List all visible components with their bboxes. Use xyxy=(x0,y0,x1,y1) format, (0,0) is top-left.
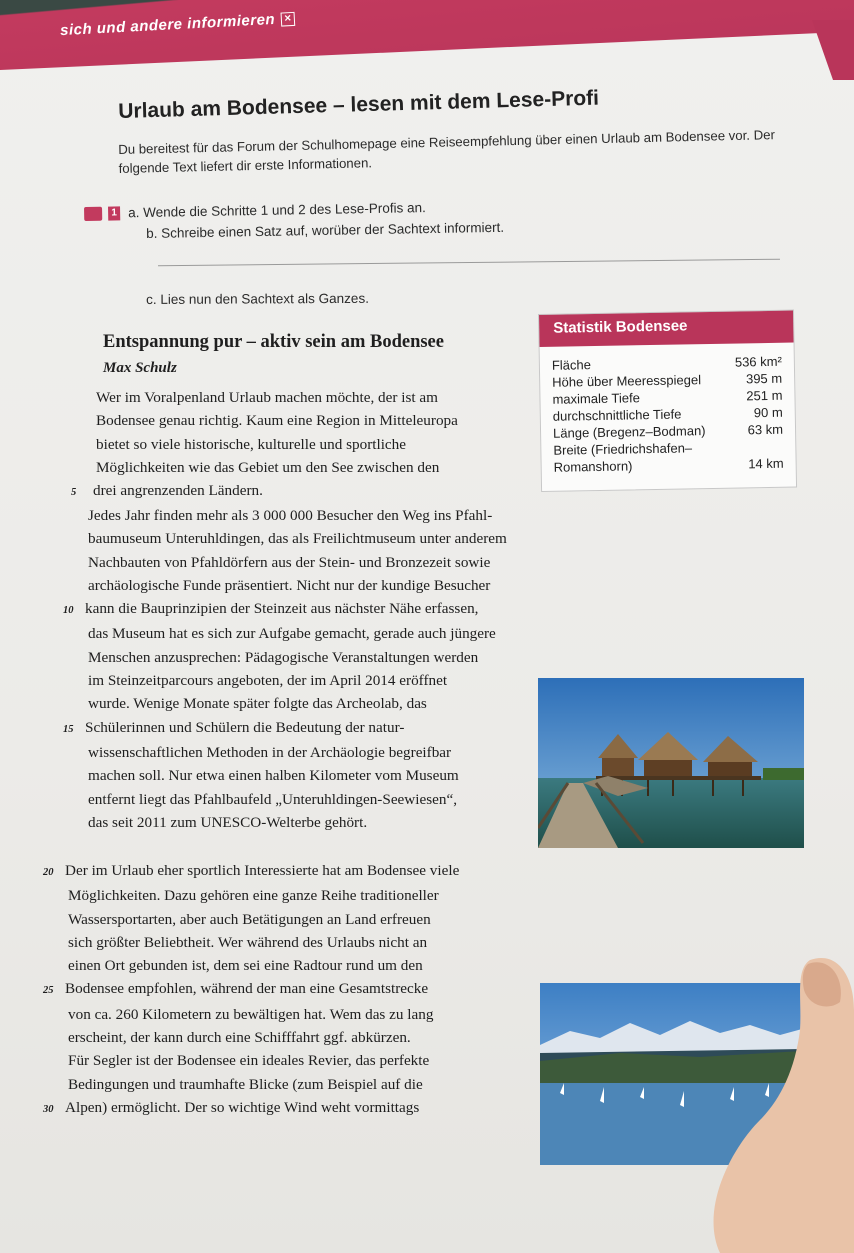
article-line xyxy=(96,386,458,409)
task-number: 1 xyxy=(108,207,120,221)
line-text: Möglichkeiten. Dazu gehören eine ganze Reihe traditioneller xyxy=(68,887,439,905)
line-text: archäologische Funde präsentiert. Nicht nur der kundige Besucher xyxy=(88,576,491,594)
article-line xyxy=(43,859,460,884)
hand-thumb xyxy=(700,950,854,1253)
line-text: machen soll. Nur etwa einen halben Kilometer vom Museum xyxy=(88,767,459,785)
article-line xyxy=(68,931,459,954)
article-line xyxy=(88,788,507,811)
article-line xyxy=(68,1003,459,1026)
page-title: Urlaub am Bodensee – lesen mit dem Lese-Profi xyxy=(118,86,600,123)
stat-label: maximale Tiefe xyxy=(552,390,641,407)
article-title: Entspannung pur – aktiv sein am Bodensee xyxy=(103,332,444,352)
stat-value: 14 km xyxy=(748,455,784,472)
paragraph-2 xyxy=(63,504,507,834)
line-number: 15 xyxy=(63,723,74,735)
article-line xyxy=(88,764,507,787)
article-line xyxy=(43,1096,459,1121)
task-a-text: a. Wende die Schritte 1 und 2 des Lese-Profis an. xyxy=(127,200,426,221)
article-line xyxy=(88,574,507,597)
line-text: von ca. 260 Kilometern zu bewältigen hat. Wem das zu lang xyxy=(68,1005,434,1023)
line-text: Schülerinnen und Schülern die Bedeutung der natur- xyxy=(85,718,405,736)
line-text: bietet so viele historische, kulturelle und sportliche xyxy=(96,435,407,453)
article-line xyxy=(88,622,507,645)
line-text: erscheint, der kann durch eine Schifffahrt ggf. abkürzen. xyxy=(68,1029,411,1047)
statistics-box xyxy=(538,310,797,492)
line-number: 25 xyxy=(43,985,54,997)
line-text: Nachbauten von Pfahldörfern aus der Stein- und Bronzezeit sowie xyxy=(88,553,491,571)
task-1c: c. Lies nun den Sachtext als Ganzes. xyxy=(146,290,369,307)
stat-label: Fläche xyxy=(551,357,592,373)
paragraph-1 xyxy=(71,386,458,504)
article-line xyxy=(88,504,507,527)
line-text: einen Ort gebunden ist, dem sei eine Radtour rund um den xyxy=(68,957,423,975)
line-text: Möglichkeiten wie das Gebiet um den See zwischen den xyxy=(96,458,440,476)
chapter-label: sich und andere informieren xyxy=(59,10,276,40)
stat-value: 251 m xyxy=(746,387,783,404)
article-line xyxy=(71,479,458,504)
line-text: Bodensee genau richtig. Kaum eine Region in Mitteleuropa xyxy=(96,412,458,430)
article-line xyxy=(88,646,507,669)
stat-label: Romanshorn) xyxy=(553,458,633,475)
article-line xyxy=(68,884,459,907)
stat-value: 395 m xyxy=(745,370,783,387)
line-text: drei angrenzenden Ländern. xyxy=(93,482,263,500)
line-text: Der im Urlaub eher sportlich Interessierte hat am Bodensee viele xyxy=(65,862,460,879)
article-line xyxy=(68,1026,459,1049)
statistics-title: Statistik Bodensee xyxy=(539,311,794,347)
stat-value: 536 km² xyxy=(734,353,782,370)
article-line xyxy=(96,456,458,479)
line-number: 10 xyxy=(63,605,74,617)
stat-value: 90 m xyxy=(753,404,783,421)
article-line xyxy=(63,597,507,622)
line-text: baumuseum Unteruhldingen, das als Freilichtmuseum unter anderem xyxy=(88,530,507,548)
stat-label: durchschnittliche Tiefe xyxy=(552,406,682,424)
partner-work-icon xyxy=(84,207,102,221)
article-line xyxy=(88,741,507,764)
line-text: das Museum hat es sich zur Aufgabe gemacht, gerade auch jüngere xyxy=(88,625,496,643)
article-line xyxy=(96,433,458,456)
stat-row xyxy=(542,455,796,476)
article-line xyxy=(88,527,507,550)
line-text: kann die Bauprinzipien der Steinzeit aus nächster Nähe erfassen, xyxy=(85,600,479,618)
stat-label: Länge (Bregenz–Bodman) xyxy=(552,423,706,441)
book-icon: ✕ xyxy=(281,12,296,27)
line-text: Bodensee empfohlen, während der man eine Gesamtstrecke xyxy=(65,980,429,998)
article-line xyxy=(68,1049,459,1072)
line-text: wurde. Wenige Monate später folgte das Archeolab, das xyxy=(88,695,427,713)
article-line xyxy=(88,551,507,574)
line-text: Wer im Voralpenland Urlaub machen möchte, der ist am xyxy=(96,389,438,406)
article-line xyxy=(88,692,507,715)
line-number: 5 xyxy=(71,487,77,499)
line-text: Menschen anzusprechen: Pädagogische Veranstaltungen werden xyxy=(88,648,479,666)
stat-label: Höhe über Meeresspiegel xyxy=(552,372,702,390)
line-text: Wassersportarten, aber auch Betätigungen an Land erfreuen xyxy=(68,910,431,928)
line-text: Bedingungen und traumhafte Blicke (zum Beispiel auf die xyxy=(68,1075,423,1093)
article-line xyxy=(68,908,459,931)
article-author: Max Schulz xyxy=(103,360,177,376)
article-line xyxy=(88,669,507,692)
line-number: 20 xyxy=(43,867,54,878)
line-text: sich größter Beliebtheit. Wer während des Urlaubs nicht an xyxy=(68,933,428,951)
article-line xyxy=(68,1073,459,1096)
answer-line[interactable] xyxy=(158,259,780,267)
article-line xyxy=(88,811,507,834)
line-text: Jedes Jahr finden mehr als 3 000 000 Besucher den Weg ins Pfahl- xyxy=(88,507,493,524)
stat-value: 63 km xyxy=(747,421,784,438)
article-line xyxy=(96,409,458,432)
stat-label: Breite (Friedrichshafen– xyxy=(553,440,693,458)
intro-text: Du bereitest für das Forum der Schulhomepage eine Reiseempfehlung über einen Urlaub am Bodensee vor. Der folgende Text liefert dir erste Informationen. xyxy=(118,127,776,176)
line-text: das seit 2011 zum UNESCO-Welterbe gehört. xyxy=(88,813,368,831)
line-text: wissenschaftlichen Methoden in der Archäologie begreifbar xyxy=(88,743,452,761)
line-text: entfernt liegt das Pfahlbaufeld „Unteruhldingen-Seewiesen“, xyxy=(88,790,458,808)
line-text: Für Segler ist der Bodensee ein ideales Revier, das perfekte xyxy=(68,1052,430,1070)
line-number: 30 xyxy=(43,1103,54,1115)
task-1b: b. Schreibe einen Satz auf, worüber der Sachtext informiert. xyxy=(146,219,505,241)
paragraph-3 xyxy=(43,859,460,1121)
pile-dwellings-photo xyxy=(538,678,804,848)
task-1a xyxy=(84,200,426,221)
article-line xyxy=(68,954,459,977)
line-text: im Steinzeitparcours angeboten, der im April 2014 eröffnet xyxy=(88,672,448,690)
article-line xyxy=(43,977,459,1002)
line-text: Alpen) ermöglicht. Der so wichtige Wind weht vormittags xyxy=(65,1098,420,1116)
article-line xyxy=(63,716,507,741)
